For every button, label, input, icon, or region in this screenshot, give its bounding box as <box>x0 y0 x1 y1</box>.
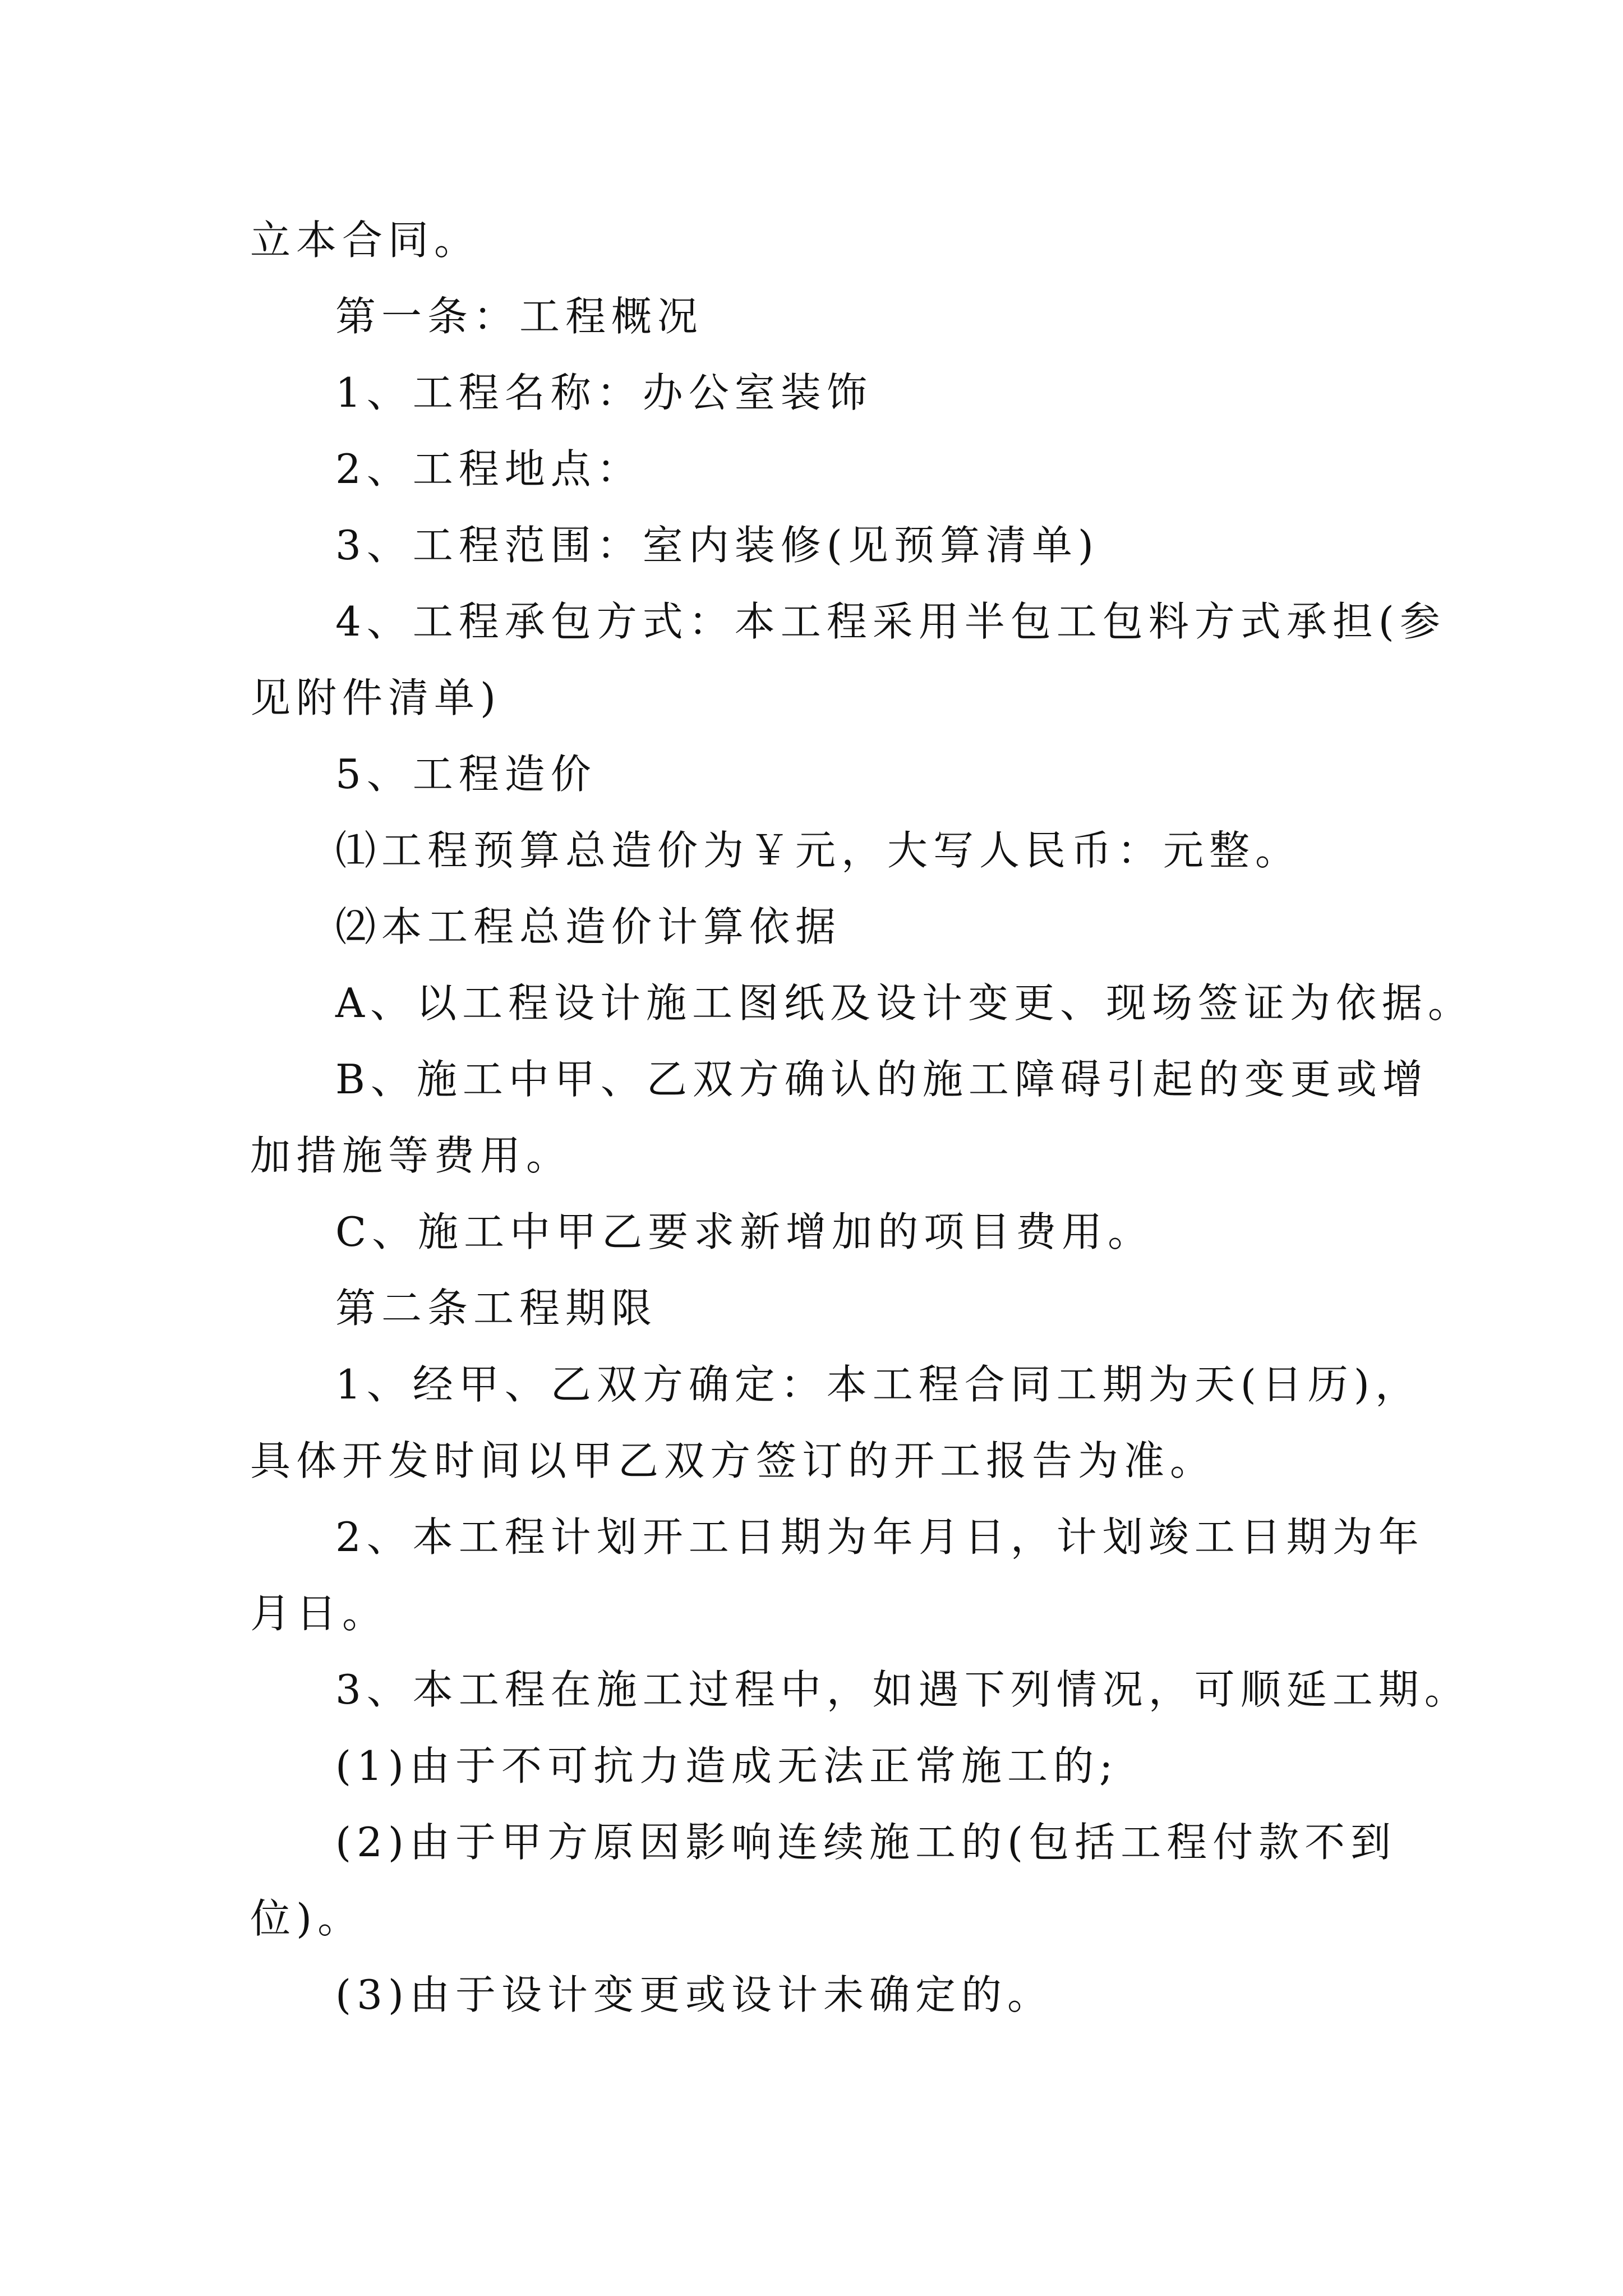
paragraph-line: C、施工中甲乙要求新增加的项目费用。 <box>335 1208 1154 1255</box>
paragraph-line: 具体开发时间以甲乙双方签订的开工报告为准。 <box>250 1437 1216 1484</box>
paragraph-line: (3)由于设计变更或设计未确定的。 <box>335 1971 1053 2018</box>
contract-body <box>250 202 1474 2033</box>
paragraph-line: (2)由于甲方原因影响连续施工的(包括工程付款不到 <box>335 1819 1397 1866</box>
paragraph-line: 5、工程造价 <box>335 751 597 798</box>
paragraph-line: ⑵本工程总造价计算依据 <box>335 903 842 950</box>
paragraph-line: 月日。 <box>250 1590 389 1637</box>
paragraph-line: 3、本工程在施工过程中，如遇下列情况，可顺延工期。 <box>335 1666 1470 1713</box>
paragraph-line: 4、工程承包方式：本工程采用半包工包料方式承担(参 <box>335 598 1446 645</box>
paragraph-line: 见附件清单) <box>250 674 502 721</box>
paragraph-line: 1、经甲、乙双方确定：本工程合同工期为天(日历)， <box>335 1361 1421 1408</box>
paragraph-line: 2、本工程计划开工日期为年月日，计划竣工日期为年 <box>335 1513 1424 1561</box>
paragraph-line: B、施工中甲、乙双方确认的施工障碍引起的变更或增 <box>335 1056 1428 1103</box>
paragraph-line: 立本合同。 <box>250 217 481 264</box>
paragraph-line: (1)由于不可抗力造成无法正常施工的; <box>335 1742 1119 1789</box>
paragraph-line: A、以工程设计施工图纸及设计变更、现场签证为依据。 <box>335 979 1474 1027</box>
paragraph-line: 1、工程名称：办公室装饰 <box>335 369 873 416</box>
paragraph-line: 3、工程范围：室内装修(见预算清单) <box>335 522 1099 569</box>
paragraph-line: 加措施等费用。 <box>250 1132 573 1179</box>
paragraph-line: 2、工程地点： <box>335 445 643 493</box>
paragraph-line: 位)。 <box>250 1895 364 1942</box>
section-heading: 第二条工程期限 <box>335 1285 658 1332</box>
paragraph-line: ⑴工程预算总造价为￥元，大写人民币：元整。 <box>335 827 1302 874</box>
section-heading: 第一条：工程概况 <box>335 293 704 340</box>
